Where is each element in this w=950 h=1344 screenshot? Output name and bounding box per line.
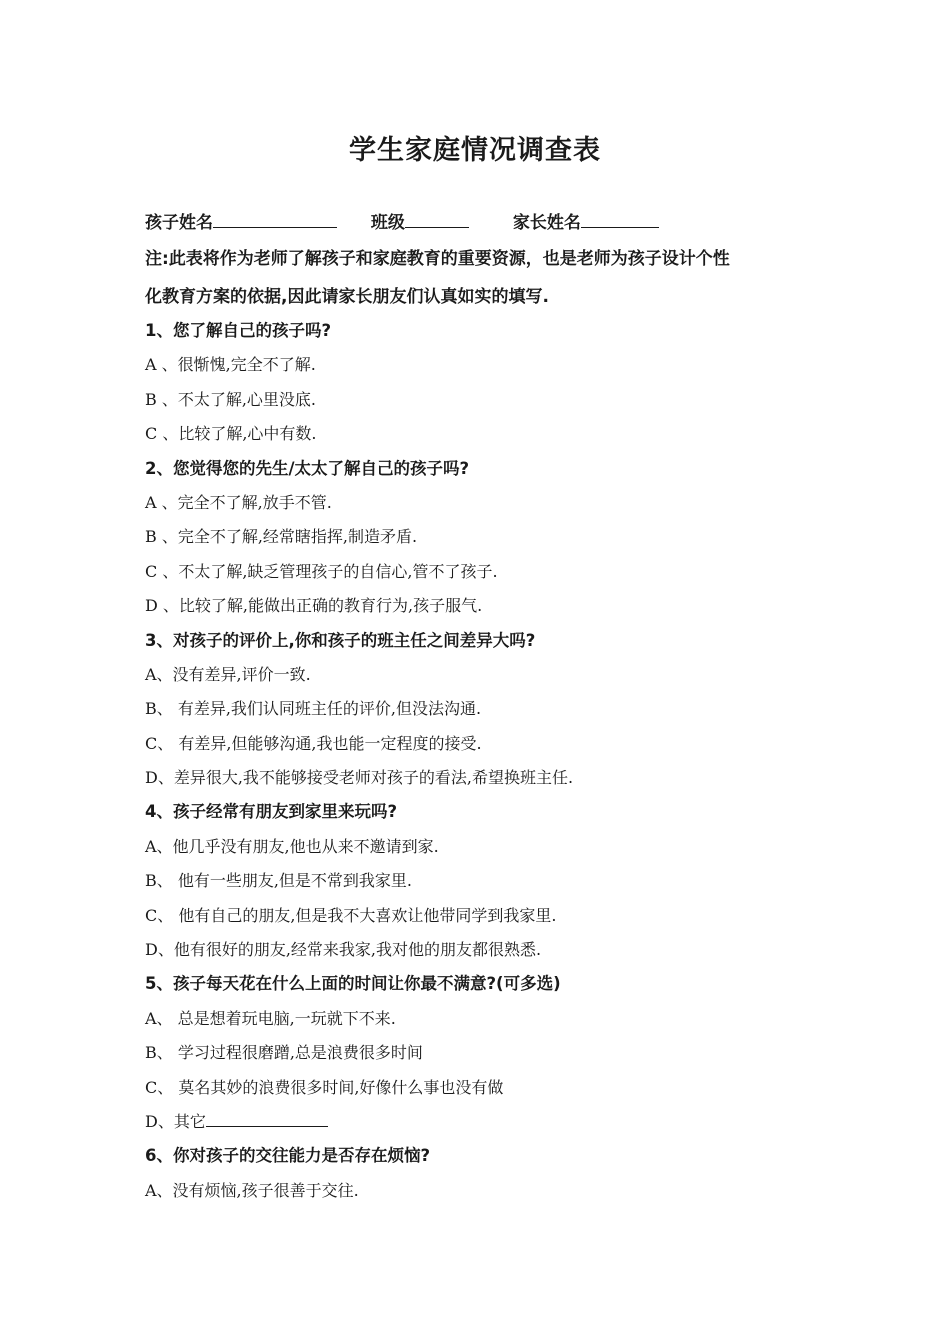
question-5: 5、孩子每天花在什么上面的时间让你最不满意?(可多选): [145, 974, 561, 994]
question-5-option-a: A、 总是想着玩电脑,一玩就下不来.: [145, 1008, 396, 1028]
class-blank[interactable]: [405, 211, 469, 228]
question-5-option-b: B、 学习过程很磨蹭,总是浪费很多时间: [145, 1043, 423, 1063]
question-4-option-b: B、 他有一些朋友,但是不常到我家里.: [145, 871, 413, 891]
question-1-option-c: C 、比较了解,心中有数.: [145, 424, 317, 444]
question-1: 1、您了解自己的孩子吗?: [145, 321, 332, 340]
other-answer-blank[interactable]: [206, 1112, 328, 1127]
question-6-option-a: A、没有烦恼,孩子很善于交往.: [145, 1180, 359, 1200]
question-2-option-b: B 、完全不了解,经常瞎指挥,制造矛盾.: [145, 527, 418, 547]
question-3-option-b: B、 有差异,我们认同班主任的评价,但没法沟通.: [145, 699, 482, 719]
question-3-option-a: A、没有差异,评价一致.: [145, 664, 311, 684]
class-label: 班级: [370, 213, 405, 233]
question-2-option-d: D 、比较了解,能做出正确的教育行为,孩子服气.: [145, 596, 483, 616]
page-title: 学生家庭情况调查表: [349, 135, 601, 166]
question-4-option-d: D、他有很好的朋友,经常来我家,我对他的朋友都很熟悉.: [145, 940, 542, 960]
question-3-option-c: C、 有差异,但能够沟通,我也能一定程度的接受.: [145, 733, 482, 753]
child-name-blank[interactable]: [213, 211, 337, 228]
question-4: 4、孩子经常有朋友到家里来玩吗?: [145, 802, 398, 822]
question-4-option-a: A、他几乎没有朋友,他也从来不邀请到家.: [145, 836, 439, 856]
question-1-option-b: B 、不太了解,心里没底.: [145, 389, 317, 409]
child-name-label: 孩子姓名: [145, 213, 213, 233]
question-5-option-d: D、其它: [145, 1111, 206, 1131]
question-2-option-a: A 、完全不了解,放手不管.: [145, 492, 332, 512]
question-3: 3、对孩子的评价上,你和孩子的班主任之间差异大吗?: [145, 630, 536, 650]
question-3-option-d: D、差异很大,我不能够接受老师对孩子的看法,希望换班主任.: [145, 768, 574, 788]
parent-name-blank[interactable]: [581, 211, 659, 228]
question-5-option-c: C、 莫名其妙的浪费很多时间,好像什么事也没有做: [145, 1077, 504, 1097]
child-name-field: [145, 208, 337, 233]
question-2-option-c: C 、不太了解,缺乏管理孩子的自信心,管不了孩子.: [145, 561, 498, 581]
parent-name-label: 家长姓名: [512, 213, 581, 233]
note-line-2: 化教育方案的依据,因此请家长朋友们认真如实的填写.: [145, 287, 549, 307]
question-2: 2、您觉得您的先生/太太了解自己的孩子吗?: [145, 458, 470, 478]
question-6: 6、你对孩子的交往能力是否存在烦恼?: [145, 1146, 431, 1166]
class-field: [371, 208, 469, 233]
questionnaire: [145, 314, 845, 1208]
note-line-1: 注:此表将作为老师了解孩子和家庭教育的重要资源，也是老师为孩子设计个性: [145, 249, 730, 269]
question-5-option-d-row: [145, 1105, 845, 1139]
parent-name-field: [513, 208, 659, 233]
question-4-option-c: C、 他有自己的朋友,但是我不大喜欢让他带同学到我家里.: [145, 905, 557, 925]
question-1-option-a: A 、很惭愧,完全不了解.: [145, 355, 316, 375]
student-info-row: [145, 208, 659, 233]
